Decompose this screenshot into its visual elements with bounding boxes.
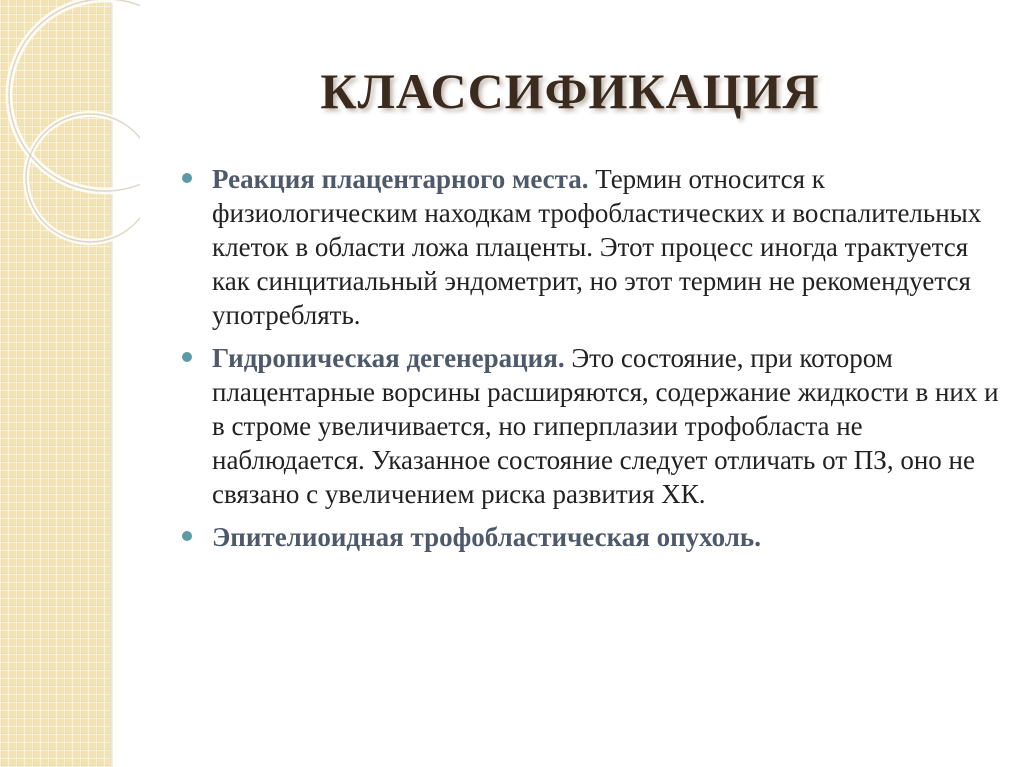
bullet-dot-icon	[182, 352, 192, 362]
item-term: Гидропическая дегенерация.	[212, 343, 565, 373]
list-item	[180, 520, 1000, 554]
list-item	[180, 162, 1000, 332]
bullet-list	[180, 162, 1000, 563]
item-text: Это состояние, при котором плацентарные ворсины расширяются, содержание жидкости в них и в строме увеличивается, но гиперплазии трофобласта не наблюдается. Указанное состояние следует отличать от ПЗ, оно не связано с увеличением риска развития ХК.	[212, 343, 999, 509]
item-term: Эпителиоидная трофобластическая опухоль.	[212, 522, 761, 552]
list-item	[180, 341, 1000, 511]
item-text: Термин относится к физиологическим находкам трофобластических и воспалительных клеток в области ложа плаценты. Этот процесс иногда трактуется как синцитиальный эндометрит, но этот термин не рекомендуется употреблять.	[212, 164, 982, 330]
item-term: Реакция плацентарного места.	[212, 164, 589, 194]
bullet-dot-icon	[182, 531, 192, 541]
decorative-rings	[0, 0, 140, 260]
bullet-dot-icon	[182, 173, 192, 183]
slide-title: КЛАССИФИКАЦИЯ	[320, 63, 820, 119]
